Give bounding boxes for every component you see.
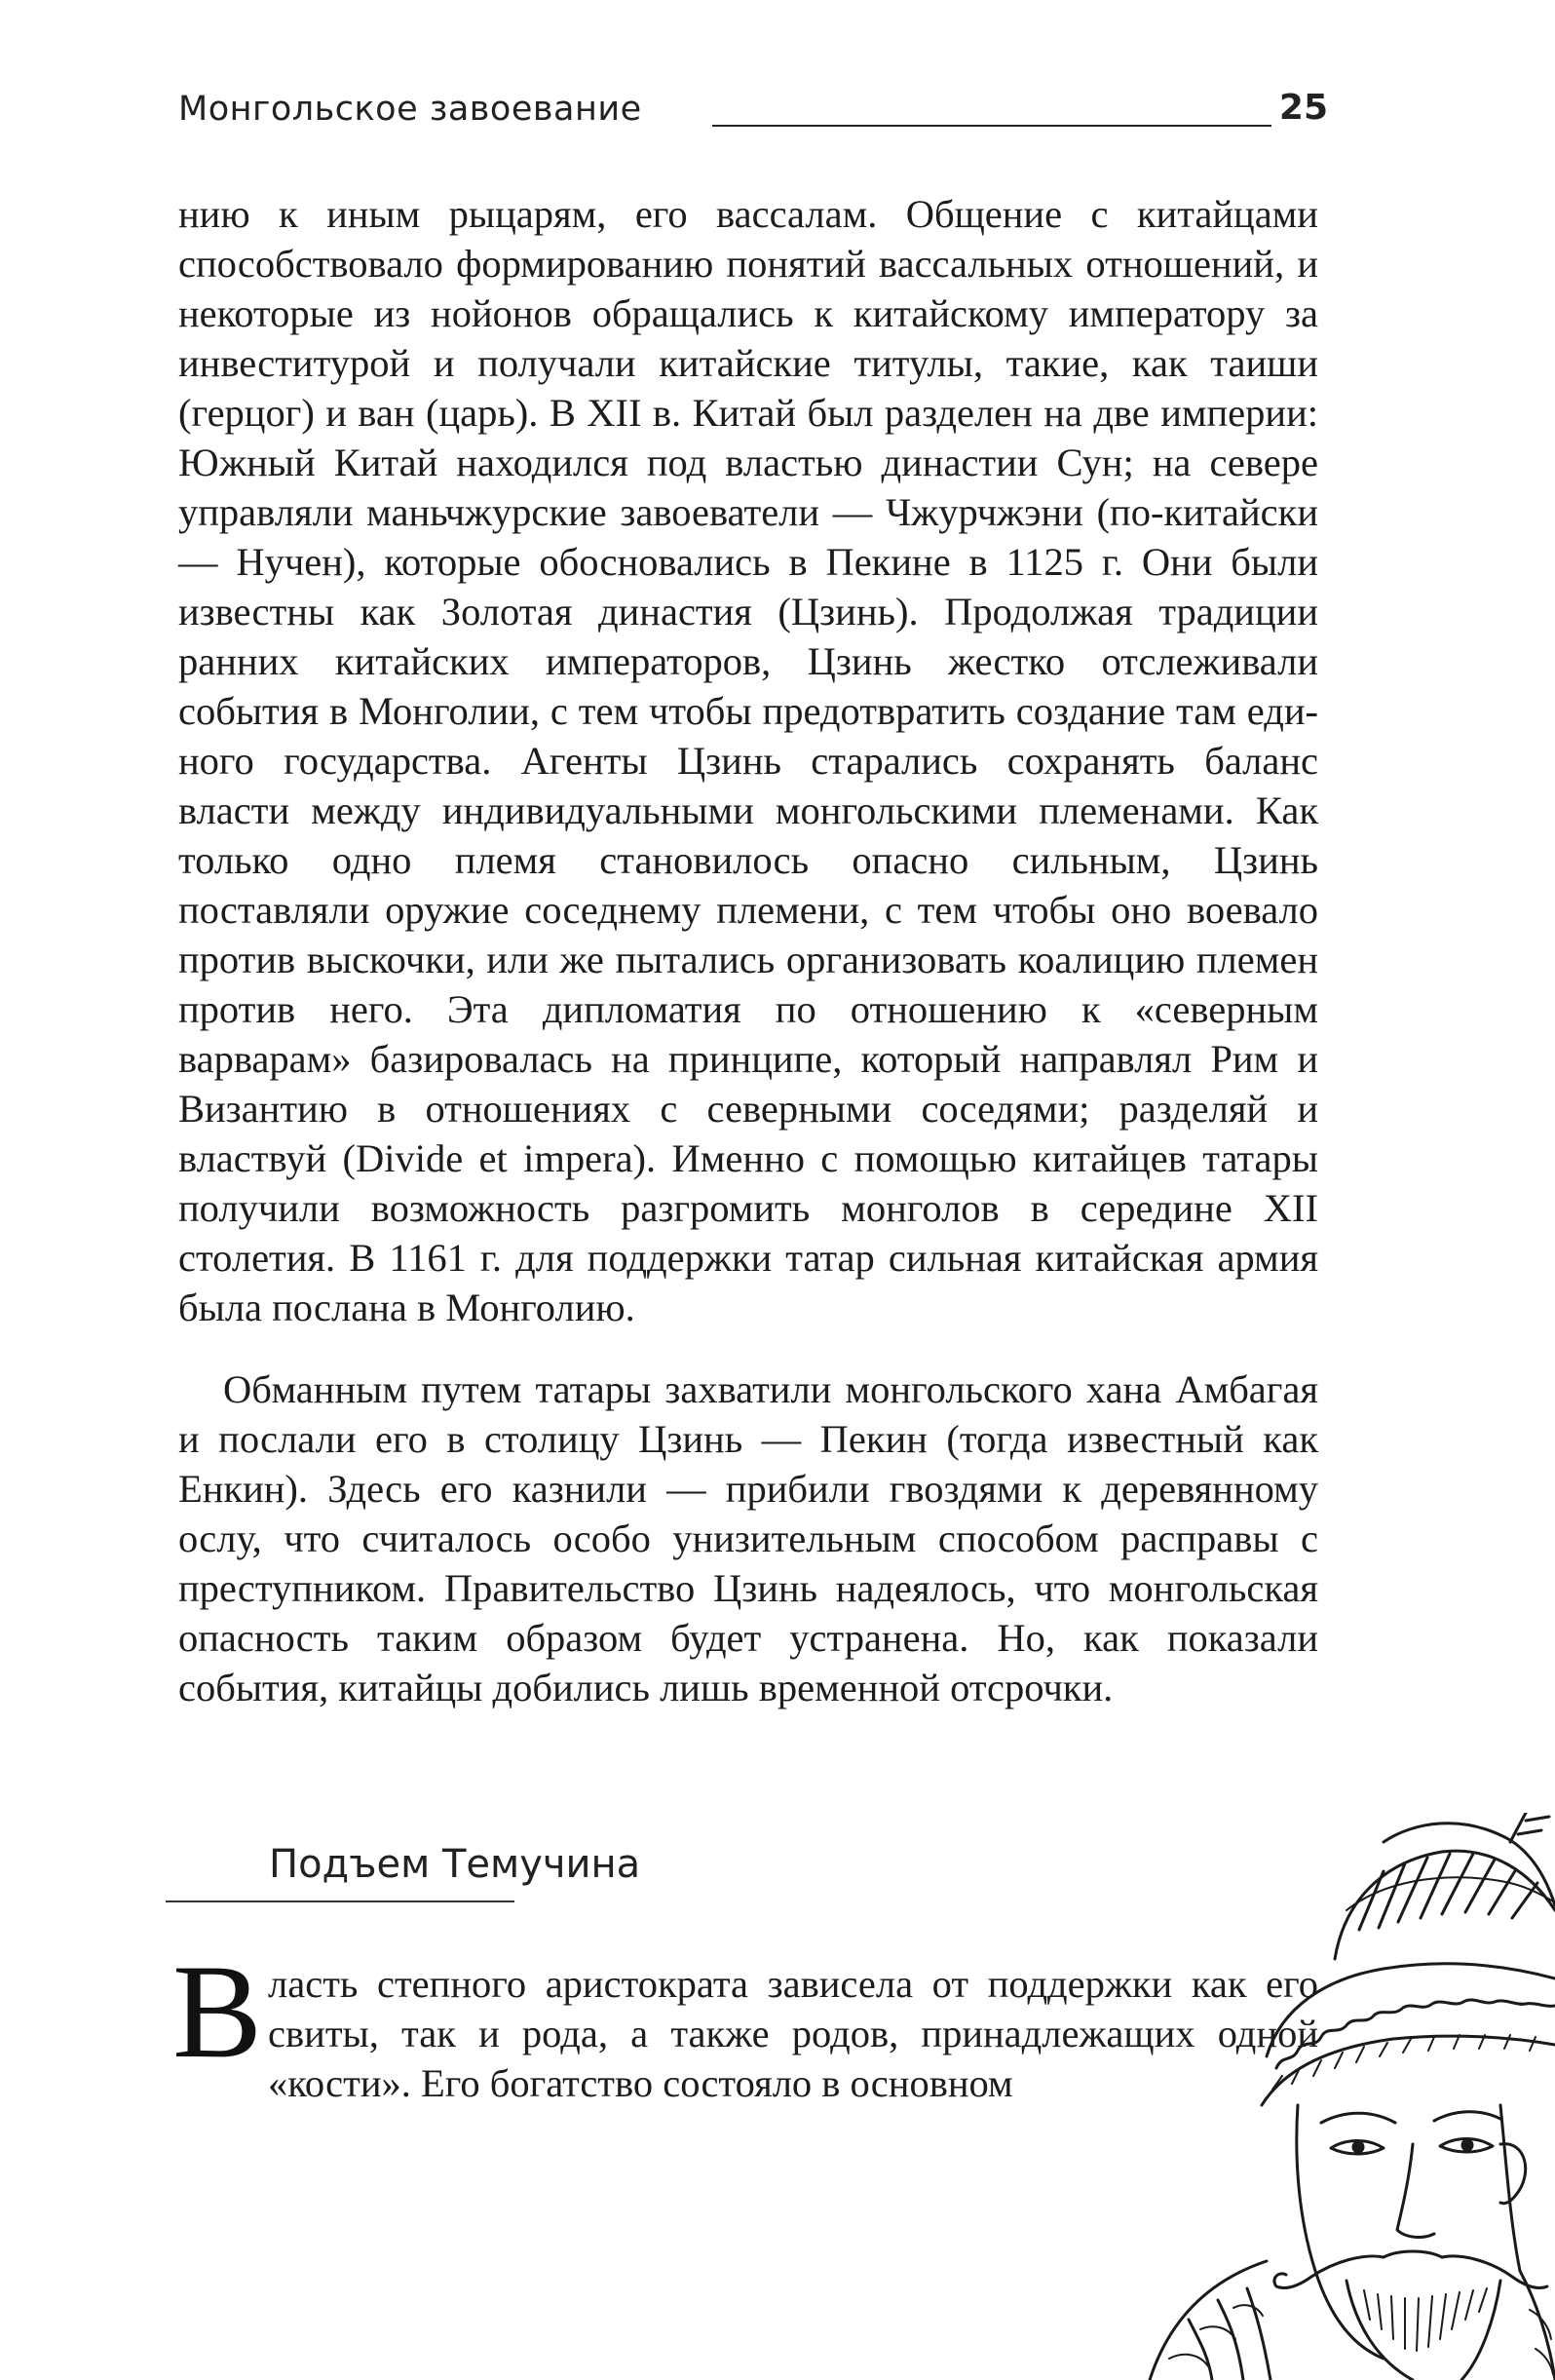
running-title: Монгольское завоевание [178, 90, 642, 129]
drop-cap: В [172, 1937, 263, 2086]
page-number: 25 [1278, 88, 1328, 128]
section-heading-rule [166, 1900, 514, 1902]
paragraph-3-text: ласть степного аристократа зависела от поддержки как его свиты, так и рода, а также родов, принадлежащих одной «кости». Его богатство состояло в основном [268, 1962, 1318, 2105]
section-heading: Подъем Темучина [269, 1842, 641, 1887]
paragraph-2 [178, 1364, 1318, 1712]
paragraph-1-text: нию к иным рыцарям, его вассалам. Общение с китайцами способствовало формированию понятий вассальных отношений, и некоторые из нойонов обращались к китайскому императору за инвеститурой и получали китайские титулы, такие, как таиши (герцог) и ван (царь). В XII в. Китай был разделен на две империи: Южный Китай находился под властью династии Сун; на севере управляли маньчжурские завоеватели — Чжурчжэни (по-китайски — Нучен), которые обосновались в Пекине в 1125 г. Они были известны как Золотая династия (Цзинь). Продолжая традиции ранних китайских императоров, Цзинь жестко отслеживали события в Монголии, с тем чтобы предотвратить создание там единого государства. Агенты Цзинь старались сохранять баланс власти между индивидуальными монгольскими племенами. Как только одно племя становилось опасно сильным, Цзинь поставляли оружие соседнему племени, с тем чтобы оно воевало против выскочки, или же пытались организовать коалицию племен против него. Эта дипломатия по отношению к «северным варварам» базировалась на принципе, который направлял Рим и Византию в отношениях с северными соседями; разделяй и властвуй (Divide et impera). Именно с помощью китайцев татары получили возможность разгромить монголов в середине XII столетия. В 1161 г. для поддержки татар сильная китайская армия была послана в Монголию. [178, 192, 1318, 1329]
running-header [178, 90, 1328, 136]
paragraph-2-text: Обманным путем татары захватили монгольского хана Амбагая и послали его в столицу Цзинь — Пекин (тогда известный как Енкин). Здесь его казнили — прибили гвоздями к деревянному ослу, что считалось особо унизительным способом расправы с преступником. Правительство Цзинь надеялось, что монгольская опасность таким образом будет устранена. Но, как показали события, китайцы добились лишь временной отсрочки. [178, 1367, 1318, 1709]
paragraph-1 [178, 189, 1318, 1332]
mongol-warrior-portrait-icon [1091, 1813, 1555, 2380]
header-rule [712, 125, 1271, 127]
